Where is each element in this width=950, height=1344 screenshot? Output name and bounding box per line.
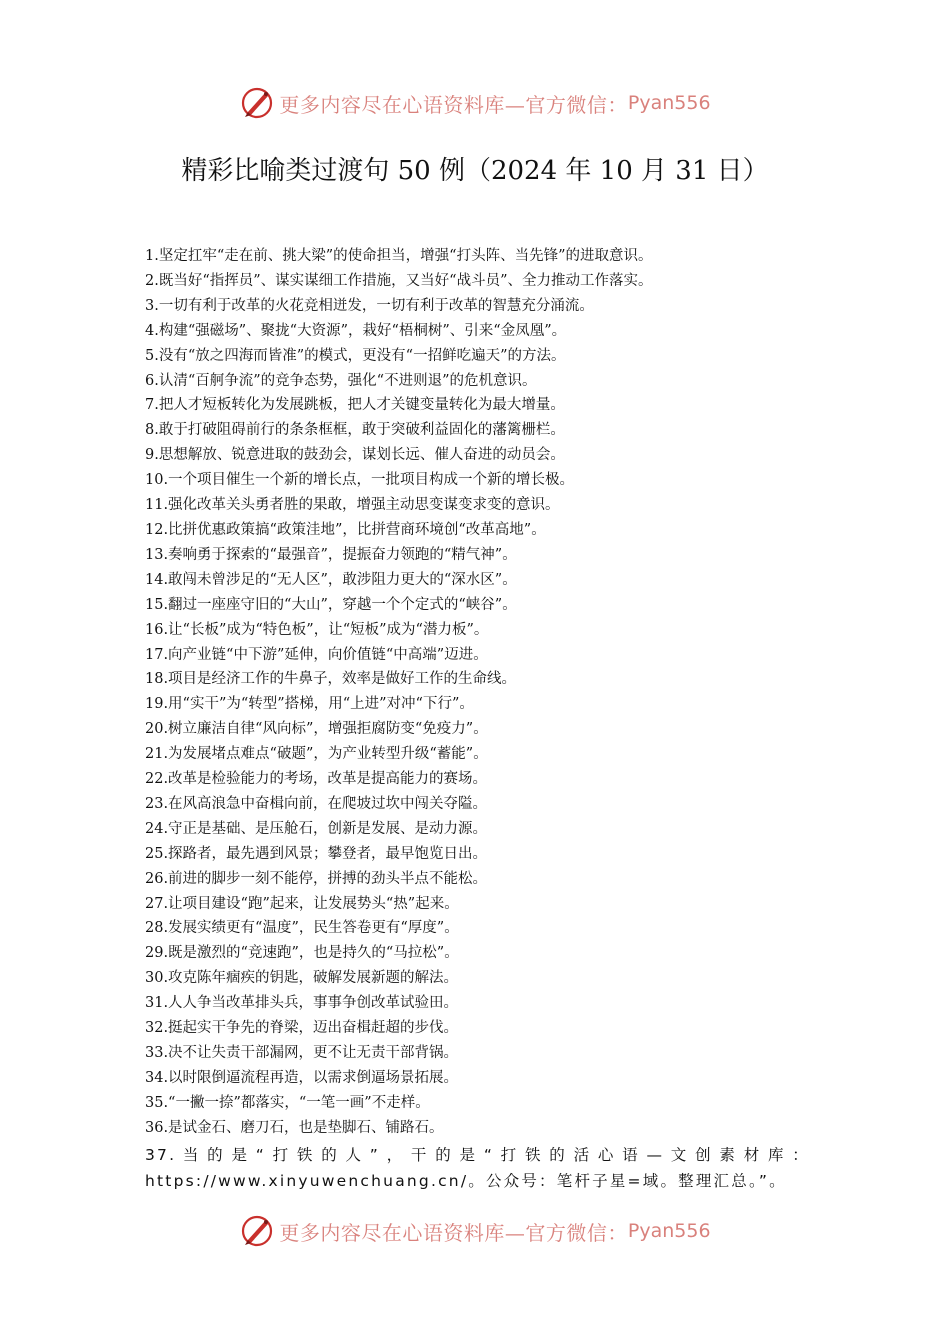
list-item: 2.既当好“指挥员”、谋实谋细工作措施，又当好“战斗员”、全力推动工作落实。 (145, 272, 653, 289)
list-item: 27.让项目建设“跑”起来，让发展势头“热”起来。 (145, 895, 459, 912)
list-item: 3.一切有利于改革的火花竞相迸发，一切有利于改革的智慧充分涌流。 (145, 297, 594, 314)
list-item: 20.树立廉洁自律“风向标”，增强拒腐防变“免疫力”。 (145, 721, 488, 738)
list-item: 7.把人才短板转化为发展跳板，把人才关键变量转化为最大增量。 (145, 397, 565, 414)
list-item-last: 37.当的是“打铁的人”，干的是“打铁的活心语—文创素材库：https://www.xinyuwenchuang.cn/。公众号：笔杆子星=域。整理汇总。”。 (145, 1145, 810, 1190)
footer-watermark-banner (0, 1211, 950, 1251)
list-item: 14.敢闯未曾涉足的“无人区”，敢涉阻力更大的“深水区”。 (145, 571, 517, 588)
list-item: 18.项目是经济工作的牛鼻子，效率是做好工作的生命线。 (145, 671, 517, 688)
banner-text: 更多内容尽在心语资料库—官方微信： (279, 92, 628, 117)
list-item: 21.为发展堵点难点“破题”，为产业转型升级“蓄能”。 (145, 746, 488, 763)
list-item: 29.既是激烈的“竞速跑”，也是持久的“马拉松”。 (145, 945, 459, 962)
list-item: 30.攻克陈年痼疾的钥匙，破解发展新题的解法。 (145, 970, 459, 987)
list-item: 5.没有“放之四海而皆准”的模式，更没有“一招鲜吃遍天”的方法。 (145, 347, 566, 364)
list-item: 24.守正是基础、是压舱石，创新是发展、是动力源。 (145, 820, 488, 837)
list-item: 26.前进的脚步一刻不能停，拼搏的劲头半点不能松。 (145, 870, 488, 887)
list-item: 35.“一撇一捺”都落实，“一笔一画”不走样。 (145, 1094, 430, 1111)
list-item: 25.探路者，最先遇到风景；攀登者，最早饱览日出。 (145, 845, 488, 862)
list-item: 31.人人争当改革排头兵，事事争创改革试验田。 (145, 995, 459, 1012)
pen-logo-icon (239, 1213, 275, 1249)
list-item: 28.发展实绩更有“温度”，民生答卷更有“厚度”。 (145, 920, 459, 937)
list-item: 10.一个项目催生一个新的增长点，一批项目构成一个新的增长极。 (145, 472, 575, 489)
list-item: 33.决不让失责干部漏网，更不让无责干部背锅。 (145, 1045, 459, 1061)
header-watermark-banner (0, 83, 950, 123)
list-item: 12.比拼优惠政策搞“政策洼地”，比拼营商环境创“改革高地”。 (145, 521, 546, 538)
sentence-list (145, 244, 810, 1194)
list-item: 36.是试金石、磨刀石，也是垫脚石、铺路石。 (145, 1119, 444, 1136)
list-item: 32.挺起实干争先的脊梁，迈出奋楫赶超的步伐。 (145, 1020, 459, 1037)
list-item: 17.向产业链“中下游”延伸，向价值链“中高端”迈进。 (145, 646, 488, 663)
list-item: 4.构建“强磁场”、聚拢“大资源”，栽好“梧桐树”、引来“金凤凰”。 (145, 322, 567, 339)
list-item: 23.在风高浪急中奋楫向前，在爬坡过坎中闯关夺隘。 (145, 795, 488, 812)
list-item: 6.认清“百舸争流”的竞争态势，强化“不进则退”的危机意识。 (145, 372, 537, 389)
list-item: 19.用“实干”为“转型”搭梯，用“上进”对冲“下行”。 (145, 696, 474, 713)
list-item: 11.强化改革关头勇者胜的果敢，增强主动思变谋变求变的意识。 (145, 497, 560, 514)
banner-wechat-id: Pyan556 (627, 92, 711, 114)
list-item: 13.奏响勇于探索的“最强音”，提振奋力领跑的“精气神”。 (145, 546, 517, 563)
list-item: 16.让“长板”成为“特色板”，让“短板”成为“潜力板”。 (145, 621, 489, 638)
list-item: 1.坚定扛牢“走在前、挑大梁”的使命担当，增强“打头阵、当先锋”的进取意识。 (145, 248, 653, 264)
list-item: 22.改革是检验能力的考场，改革是提高能力的赛场。 (145, 771, 488, 788)
list-item: 8.敢于打破阻碍前行的条条框框，敢于突破利益固化的藩篱栅栏。 (145, 422, 565, 439)
document-title: 精彩比喻类过渡句 50 例（2024 年 10 月 31 日） (181, 156, 769, 186)
banner-wechat-id: Pyan556 (627, 1220, 711, 1242)
banner-text: 更多内容尽在心语资料库—官方微信： (279, 1220, 628, 1245)
list-item: 34.以时限倒逼流程再造，以需求倒逼场景拓展。 (145, 1069, 459, 1086)
pen-logo-icon (239, 85, 275, 121)
list-item: 15.翻过一座座守旧的“大山”，穿越一个个定式的“峡谷”。 (145, 596, 517, 613)
list-item: 9.思想解放、锐意进取的鼓劲会，谋划长远、催人奋进的动员会。 (145, 447, 565, 464)
